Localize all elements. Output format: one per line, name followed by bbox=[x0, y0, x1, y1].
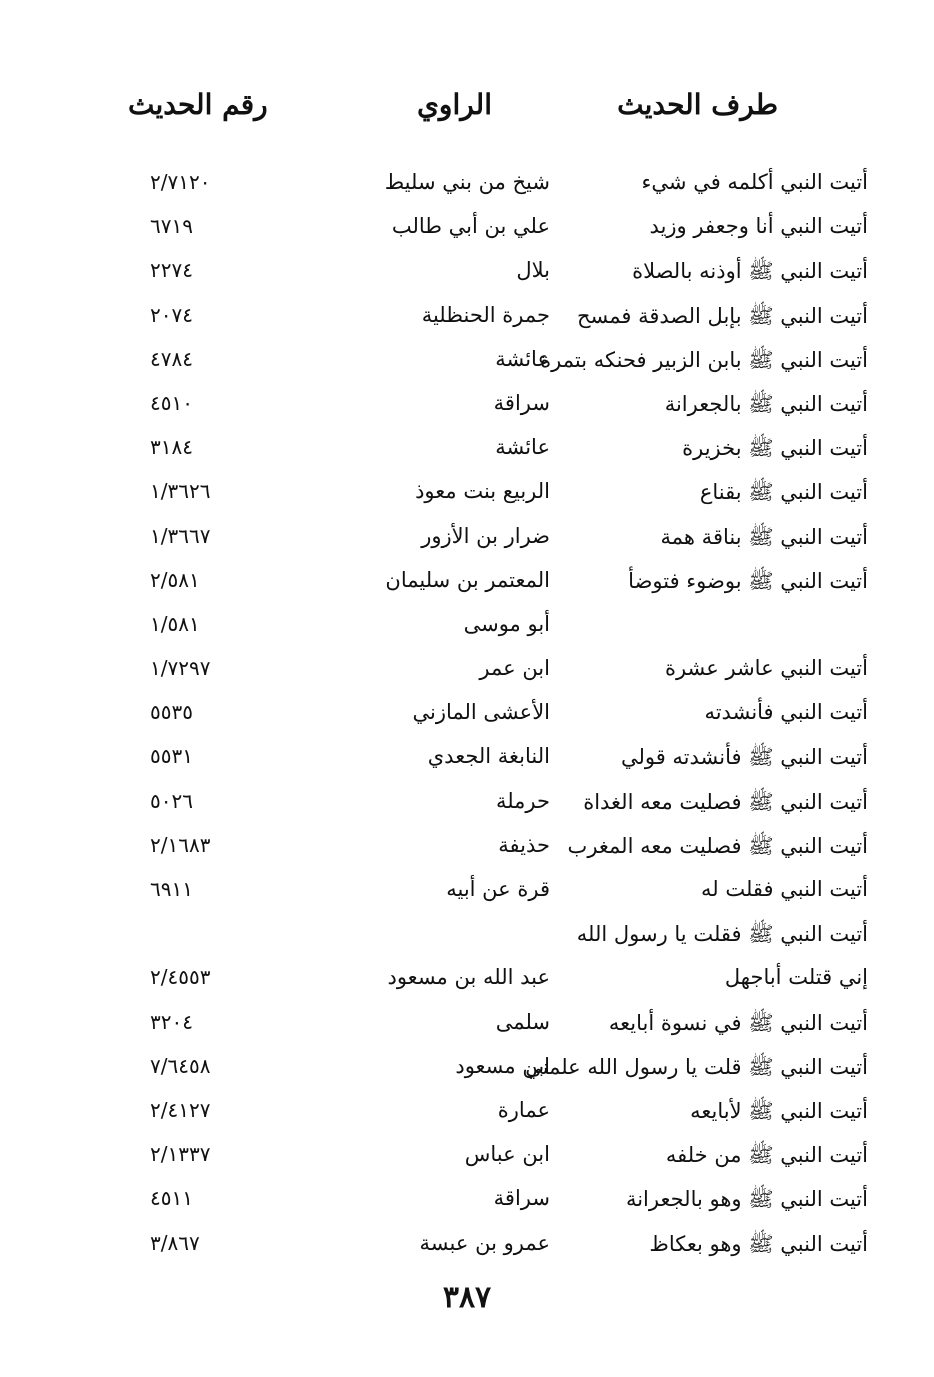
table-row bbox=[62, 694, 872, 738]
number-cell: ٣١٨٤ bbox=[150, 435, 193, 460]
page-number: ٣٨٧ bbox=[442, 1280, 492, 1315]
hadith-cell: أتيت النبي ﷺ من خلفه bbox=[665, 1143, 868, 1168]
number-cell: ١/٧٢٩٧ bbox=[150, 656, 211, 681]
rawi-cell: ابن مسعود bbox=[455, 1053, 550, 1078]
hadith-cell: أتيت النبي ﷺ فصليت معه الغداة bbox=[583, 789, 868, 814]
rawi-cell: حذيفة bbox=[498, 832, 550, 857]
table-row bbox=[62, 252, 872, 296]
table-row bbox=[62, 783, 872, 827]
number-cell: ٢٠٧٤ bbox=[150, 302, 193, 327]
number-cell: ٢/١٦٨٣ bbox=[150, 832, 211, 857]
hadith-cell: أتيت النبي ﷺ وهو بعكاظ bbox=[649, 1231, 868, 1256]
table-row bbox=[62, 650, 872, 694]
hadith-cell: أتيت النبي ﷺ بابن الزبير فحنكه بتمرة bbox=[540, 347, 868, 372]
hadith-cell: أتيت النبي ﷺ بخزيرة bbox=[682, 436, 868, 461]
rawi-cell: الأعشى المازني bbox=[412, 700, 550, 725]
rawi-cell: الربيع بنت معوذ bbox=[415, 479, 550, 504]
table-row bbox=[62, 1136, 872, 1180]
table-row bbox=[62, 1092, 872, 1136]
hadith-cell: أتيت النبي فأنشدته bbox=[704, 700, 868, 725]
number-cell: ٣٢٠٤ bbox=[150, 1009, 193, 1034]
hadith-cell: إني قتلت أباجهل bbox=[724, 965, 868, 990]
number-cell: ٢/١٣٣٧ bbox=[150, 1142, 211, 1167]
table-row bbox=[62, 341, 872, 385]
table-row bbox=[62, 871, 872, 915]
header-number: رقم الحديث bbox=[128, 88, 268, 121]
rawi-cell: سراقة bbox=[493, 1186, 550, 1211]
number-cell: ٦٧١٩ bbox=[150, 214, 193, 239]
number-cell: ٢/٤١٢٧ bbox=[150, 1097, 211, 1122]
number-cell: ٦٩١١ bbox=[150, 877, 193, 901]
number-cell: ٢/٧١٢٠ bbox=[150, 170, 211, 194]
rawi-cell: عائشة bbox=[495, 346, 550, 371]
number-cell: ٣/٨٦٧ bbox=[150, 1230, 200, 1255]
table-row bbox=[62, 738, 872, 782]
hadith-cell: أتيت النبي أنا وجعفر وزيد bbox=[649, 214, 868, 239]
hadith-cell: أتيت النبي ﷺ في نسوة أبايعه bbox=[608, 1010, 868, 1035]
table-row bbox=[62, 473, 872, 517]
table-header bbox=[62, 84, 872, 134]
table-row bbox=[62, 827, 872, 871]
number-cell: ٥٠٢٦ bbox=[150, 788, 193, 813]
header-hadith: طرف الحديث bbox=[617, 88, 778, 121]
table-row bbox=[62, 959, 872, 1003]
table-row bbox=[62, 1180, 872, 1224]
number-cell: ٢/٥٨١ bbox=[150, 567, 200, 592]
table-body bbox=[62, 164, 872, 1269]
table-row bbox=[62, 518, 872, 562]
rawi-cell: عائشة bbox=[495, 435, 550, 460]
rawi-cell: قرة عن أبيه bbox=[446, 877, 550, 901]
number-cell: ٥٥٣٥ bbox=[150, 700, 193, 725]
number-cell: ٧/٦٤٥٨ bbox=[150, 1053, 211, 1078]
table-row bbox=[62, 915, 872, 959]
table-row bbox=[62, 1004, 872, 1048]
rawi-cell: عمرو بن عبسة bbox=[419, 1230, 550, 1255]
table-row bbox=[62, 297, 872, 341]
number-cell: ١/٥٨١ bbox=[150, 611, 200, 636]
rawi-cell: ضرار بن الأزور bbox=[421, 523, 550, 548]
hadith-cell: أتيت النبي ﷺ فصليت معه المغرب bbox=[567, 833, 868, 858]
header-rawi: الراوي bbox=[417, 88, 492, 121]
number-cell: ١/٣٦٢٦ bbox=[150, 479, 211, 504]
rawi-cell: أبو موسى bbox=[463, 611, 550, 636]
hadith-cell: أتيت النبي ﷺ فأنشدته قولي bbox=[620, 745, 868, 770]
rawi-cell: النابغة الجعدي bbox=[427, 744, 550, 769]
hadith-cell: أتيت النبي فقلت له bbox=[701, 877, 868, 901]
hadith-cell: أتيت النبي أكلمه في شيء bbox=[641, 170, 868, 194]
rawi-cell: عمارة bbox=[497, 1097, 550, 1122]
rawi-cell: جمرة الحنظلية bbox=[421, 302, 550, 327]
hadith-cell: أتيت النبي ﷺ فقلت يا رسول الله bbox=[576, 922, 868, 947]
rawi-cell: سلمى bbox=[495, 1009, 550, 1034]
hadith-cell: أتيت النبي ﷺ أوذنه بالصلاة bbox=[632, 259, 868, 284]
rawi-cell: ابن عباس bbox=[464, 1142, 550, 1167]
rawi-cell: ابن عمر bbox=[479, 656, 550, 681]
table-row bbox=[62, 208, 872, 252]
number-cell: ١/٣٦٦٧ bbox=[150, 523, 211, 548]
rawi-cell: سراقة bbox=[493, 390, 550, 415]
table-row bbox=[62, 606, 872, 650]
number-cell: ٤٥١١ bbox=[150, 1186, 193, 1211]
rawi-cell: بلال bbox=[516, 258, 550, 283]
number-cell: ٤٥١٠ bbox=[150, 390, 193, 415]
table-row bbox=[62, 1225, 872, 1269]
number-cell: ٥٥٣١ bbox=[150, 744, 193, 769]
hadith-cell: أتيت النبي ﷺ بوضوء فتوضأ bbox=[628, 568, 868, 593]
rawi-cell: عبد الله بن مسعود bbox=[387, 965, 550, 990]
number-cell: ٢/٤٥٥٣ bbox=[150, 965, 211, 990]
hadith-cell: أتيت النبي عاشر عشرة bbox=[664, 656, 868, 681]
rawi-cell: علي بن أبي طالب bbox=[391, 214, 550, 239]
hadith-cell: أتيت النبي ﷺ بإبل الصدقة فمسح bbox=[576, 303, 868, 328]
number-cell: ٤٧٨٤ bbox=[150, 346, 193, 371]
table-row bbox=[62, 385, 872, 429]
hadith-cell: أتيت النبي ﷺ بالجعرانة bbox=[664, 391, 868, 416]
table-row bbox=[62, 562, 872, 606]
table-row bbox=[62, 429, 872, 473]
hadith-cell: أتيت النبي ﷺ بناقة همة bbox=[660, 524, 868, 549]
number-cell: ٢٢٧٤ bbox=[150, 258, 193, 283]
rawi-cell: شيخ من بني سليط bbox=[384, 170, 550, 194]
table-row bbox=[62, 164, 872, 208]
hadith-cell: أتيت النبي ﷺ بقناع bbox=[699, 480, 868, 505]
rawi-cell: حرملة bbox=[495, 788, 550, 813]
hadith-cell: أتيت النبي ﷺ لأبايعه bbox=[690, 1098, 868, 1123]
hadith-cell: أتيت النبي ﷺ قلت يا رسول الله علمني bbox=[525, 1054, 868, 1079]
rawi-cell: المعتمر بن سليمان bbox=[385, 567, 550, 592]
hadith-cell: أتيت النبي ﷺ وهو بالجعرانة bbox=[625, 1187, 868, 1212]
table-row bbox=[62, 1048, 872, 1092]
